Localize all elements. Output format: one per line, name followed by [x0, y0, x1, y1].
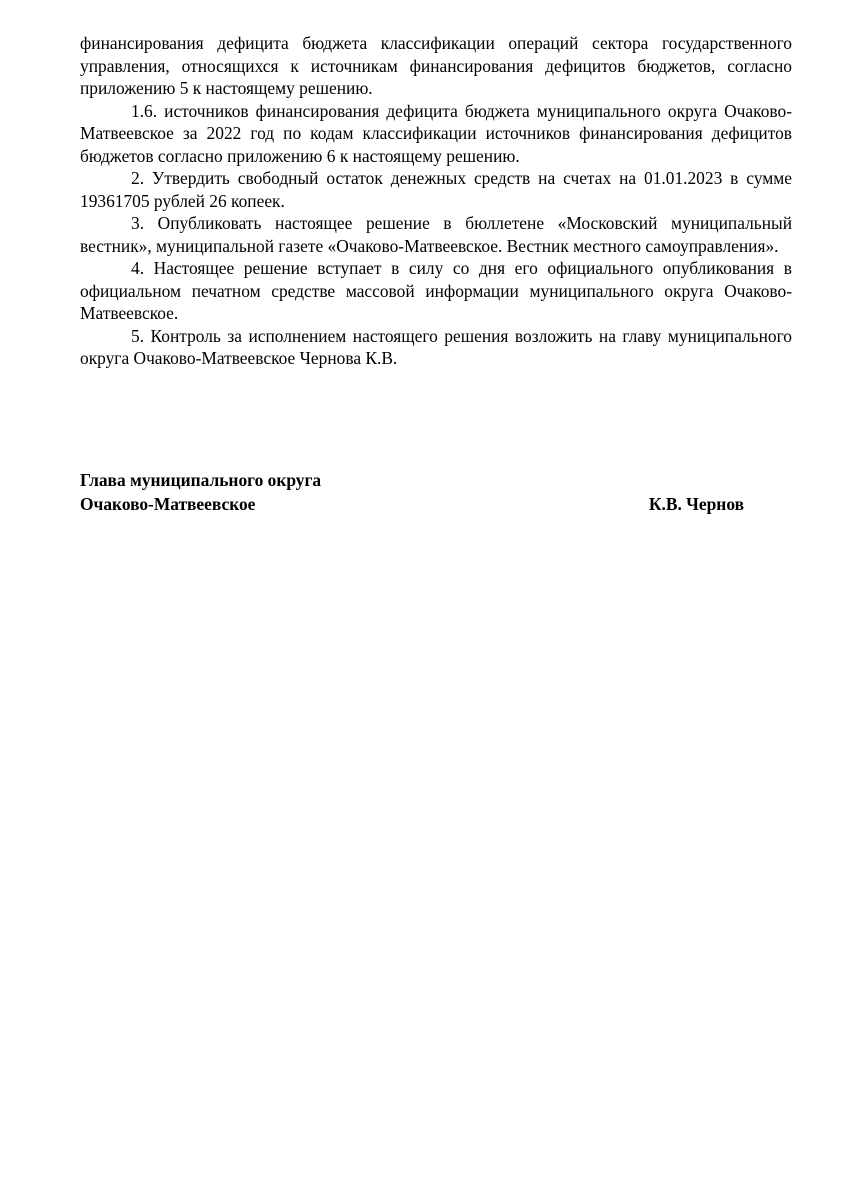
document-body: [80, 32, 792, 370]
signatory-position-line1: Глава муниципального округа: [80, 470, 322, 490]
paragraph-item-1-6: 1.6. источников финансирования дефицита бюджета муниципального округа Очаково-Матвеевское за 2022 год по кодам классификации источников финансирования дефицитов бюджетов согласно приложению 6 к настоящему решению.: [80, 100, 792, 166]
paragraph-continuation: финансирования дефицита бюджета классификации операций сектора государственного управления, относящихся к источникам финансирования дефицитов бюджетов, согласно приложению 5 к настоящему решению.: [80, 33, 792, 98]
paragraph-item-5: 5. Контроль за исполнением настоящего решения возложить на главу муниципального округа Очаково-Матвеевское Чернова К.В.: [80, 325, 792, 368]
signatory-name: К.В. Чернов: [648, 494, 744, 514]
paragraph-item-4: 4. Настоящее решение вступает в силу со дня его официального опубликования в официальном печатном средстве массовой информации муниципального округа Очаково-Матвеевское.: [80, 258, 792, 323]
signature-row: [80, 492, 744, 516]
signatory-position-line2: Очаково-Матвеевское: [80, 494, 256, 514]
signature-block: [80, 468, 744, 516]
paragraph-item-2: 2. Утвердить свободный остаток денежных средств на счетах на 01.01.2023 в сумме 19361705 рублей 26 копеек.: [80, 168, 792, 211]
paragraph-item-3: 3. Опубликовать настоящее решение в бюллетене «Московский муниципальный вестник», муниципальной газете «Очаково-Матвеевское. Вестник местного самоуправления».: [80, 213, 792, 256]
